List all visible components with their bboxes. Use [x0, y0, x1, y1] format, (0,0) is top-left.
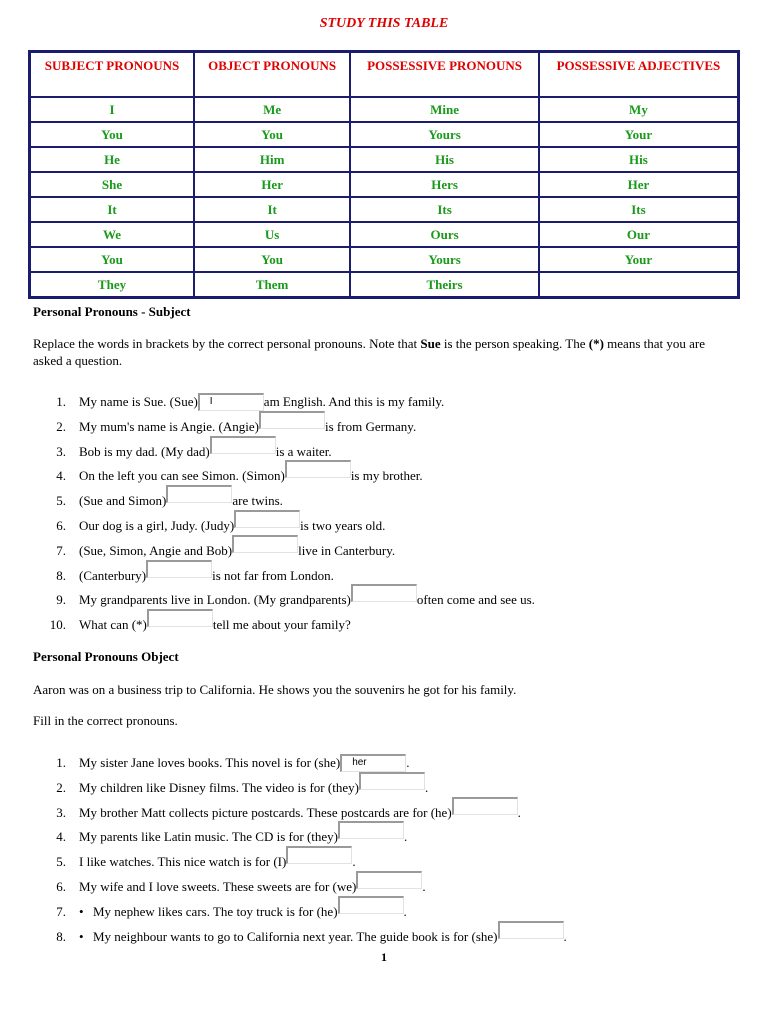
item-number: 4. — [56, 829, 66, 845]
item-text-before: My name is Sue. (Sue) — [79, 394, 198, 409]
table-cell: Its — [350, 197, 539, 222]
list-item — [33, 615, 535, 640]
table-cell: Yours — [350, 122, 539, 147]
item-text-after: . — [403, 903, 407, 919]
list-item — [33, 852, 567, 877]
instruction-subject — [33, 335, 733, 369]
table-row — [30, 172, 738, 197]
item-text-after: . — [517, 804, 521, 820]
table-cell: You — [30, 247, 194, 272]
instruction-text: Replace the words in brackets by the correct personal pronouns. Note that — [33, 336, 421, 351]
answer-input[interactable]: I — [198, 393, 264, 411]
item-text-after: . — [352, 854, 356, 870]
table-cell: His — [350, 147, 539, 172]
item-text-before: On the left you can see Simon. (Simon) — [79, 468, 285, 484]
item-number: 8. — [56, 928, 66, 944]
table-cell: Her — [539, 172, 738, 197]
section-heading-subject: Personal Pronouns - Subject — [33, 304, 191, 319]
table-cell: Mine — [350, 97, 539, 122]
item-number: 10. — [49, 617, 66, 633]
item-text-after: is a waiter. — [275, 443, 332, 459]
answer-input[interactable] — [359, 772, 425, 790]
item-text-after: is from Germany. — [325, 418, 417, 434]
item-number: 7. — [56, 542, 66, 558]
table-body — [30, 97, 738, 297]
table-cell: Him — [194, 147, 350, 172]
table-row — [30, 197, 738, 222]
item-text-before: Bob is my dad. (My dad) — [79, 443, 210, 459]
bullet-icon: • — [79, 928, 84, 944]
item-text-after: often come and see us. — [416, 592, 535, 608]
table-cell: You — [194, 247, 350, 272]
table-row — [30, 122, 738, 147]
table-cell: We — [30, 222, 194, 247]
item-text-after: live in Canterbury. — [298, 542, 396, 558]
column-header: POSSESSIVE PRONOUNS — [350, 52, 539, 97]
page-title: STUDY THIS TABLE — [319, 16, 449, 31]
item-text-after: . — [406, 755, 410, 770]
answer-input[interactable] — [234, 510, 300, 528]
column-header: OBJECT PRONOUNS — [194, 52, 350, 97]
list-item — [33, 541, 535, 566]
list-item — [33, 566, 535, 591]
item-text-before: My wife and I love sweets. These sweets are for (we) — [79, 878, 357, 894]
instruction-text: is the person speaking. The — [440, 336, 589, 351]
table-cell: My — [539, 97, 738, 122]
item-number: 2. — [56, 418, 66, 434]
item-text-before: My children like Disney films. The video is for (they) — [79, 779, 359, 795]
section-heading-object: Personal Pronouns Object — [33, 649, 179, 664]
item-text-after: . — [563, 928, 567, 944]
item-text-before: What can (*) — [79, 617, 147, 633]
item-number: 8. — [56, 567, 66, 583]
item-number: 5. — [56, 493, 66, 509]
table-cell: I — [30, 97, 194, 122]
table-row — [30, 147, 738, 172]
answer-input[interactable] — [338, 896, 404, 914]
answer-input[interactable] — [285, 460, 351, 478]
item-text-after: is my brother. — [350, 468, 423, 484]
item-text-before: My brother Matt collects picture postcards. These postcards are for (he) — [79, 804, 452, 820]
answer-input[interactable] — [338, 821, 404, 839]
item-number: 6. — [56, 878, 66, 894]
list-item — [33, 417, 535, 442]
item-text-before: My mum's name is Angie. (Angie) — [79, 418, 259, 434]
answer-input[interactable] — [259, 411, 325, 429]
instruction-bold-sue: Sue — [420, 336, 441, 351]
table-row — [30, 222, 738, 247]
item-number: 4. — [56, 468, 66, 484]
table-row — [30, 247, 738, 272]
item-text-after: . — [424, 779, 429, 795]
item-number: 9. — [56, 592, 66, 608]
table-cell: Them — [194, 272, 350, 297]
list-item — [33, 466, 535, 491]
answer-input[interactable]: her — [340, 754, 406, 772]
item-text-after: . — [422, 878, 426, 894]
table-cell: They — [30, 272, 194, 297]
table-cell: It — [194, 197, 350, 222]
table-cell: Yours — [350, 247, 539, 272]
item-text-before: My parents like Latin music. The CD is for (they) — [79, 829, 338, 845]
item-text-before: Our dog is a girl, Judy. (Judy) — [79, 517, 235, 533]
answer-input[interactable] — [498, 921, 564, 939]
item-number: 1. — [56, 394, 66, 409]
table-cell: His — [539, 147, 738, 172]
intro-object: Aaron was on a business trip to California. He shows you the souvenirs he got for his family. — [33, 682, 517, 697]
table-cell: Us — [194, 222, 350, 247]
item-text-before: (Sue, Simon, Angie and Bob) — [79, 542, 233, 558]
page-number: 1 — [381, 950, 387, 964]
table-cell: Our — [539, 222, 738, 247]
answer-input[interactable] — [232, 535, 298, 553]
list-item — [33, 803, 567, 828]
answer-input[interactable] — [351, 584, 417, 602]
item-number: 5. — [56, 854, 66, 870]
item-text-after: . — [403, 829, 408, 845]
exercise-list-subject — [33, 392, 535, 640]
answer-input[interactable] — [166, 485, 232, 503]
item-text-after: is two years old. — [300, 517, 386, 533]
answer-input[interactable] — [356, 871, 422, 889]
item-text-before: My grandparents live in London. (My grandparents) — [79, 592, 351, 608]
pronoun-table — [28, 50, 740, 299]
item-text-before: (Canterbury) — [79, 567, 147, 583]
item-number: 3. — [56, 804, 66, 820]
bullet-icon: • — [79, 903, 84, 919]
table-cell: Theirs — [350, 272, 539, 297]
table-cell: He — [30, 147, 194, 172]
item-text-after: am English. And this is my family. — [263, 394, 445, 409]
table-cell — [539, 272, 738, 297]
instruction-object: Fill in the correct pronouns. — [33, 713, 178, 728]
answer-input[interactable] — [146, 560, 212, 578]
table-row — [30, 272, 738, 297]
item-text-before: I like watches. This nice watch is for (I) — [79, 854, 287, 870]
item-text-after: is not far from London. — [212, 567, 334, 583]
item-number: 7. — [56, 903, 66, 919]
instruction-text: means that you are asked a question. — [33, 336, 705, 368]
item-number: 3. — [56, 443, 66, 459]
answer-input[interactable] — [147, 609, 213, 627]
table-header-row — [30, 52, 738, 97]
item-text-before: My sister Jane loves books. This novel is for (she) — [79, 755, 341, 770]
table-cell: Her — [194, 172, 350, 197]
list-item — [33, 590, 535, 615]
list-item — [33, 927, 567, 952]
list-item — [33, 753, 567, 778]
column-header: POSSESSIVE ADJECTIVES — [539, 52, 738, 97]
column-header: SUBJECT PRONOUNS — [30, 52, 194, 97]
table-cell: Me — [194, 97, 350, 122]
table-cell: You — [194, 122, 350, 147]
table-cell: Your — [539, 247, 738, 272]
table-cell: It — [30, 197, 194, 222]
table-cell: Ours — [350, 222, 539, 247]
list-item — [33, 902, 567, 927]
table-cell: You — [30, 122, 194, 147]
item-text-before: My nephew likes cars. The toy truck is for (he) — [93, 903, 338, 919]
table-row — [30, 97, 738, 122]
item-text-before: My neighbour wants to go to California next year. The guide book is for (she) — [93, 928, 498, 944]
list-item — [33, 877, 567, 902]
item-text-before: (Sue and Simon) — [79, 493, 167, 509]
answer-input[interactable] — [452, 797, 518, 815]
exercise-list-object — [33, 753, 567, 951]
item-text-after: tell me about your family? — [212, 617, 351, 633]
answer-input[interactable] — [286, 846, 352, 864]
answer-input[interactable] — [210, 436, 276, 454]
item-text-after: are twins. — [232, 493, 283, 509]
table-cell: Its — [539, 197, 738, 222]
instruction-bold-star: (*) — [588, 336, 604, 351]
table-cell: She — [30, 172, 194, 197]
table-cell: Hers — [350, 172, 539, 197]
item-number: 1. — [56, 755, 66, 770]
item-number: 6. — [56, 517, 66, 533]
item-number: 2. — [56, 779, 66, 795]
table-cell: Your — [539, 122, 738, 147]
